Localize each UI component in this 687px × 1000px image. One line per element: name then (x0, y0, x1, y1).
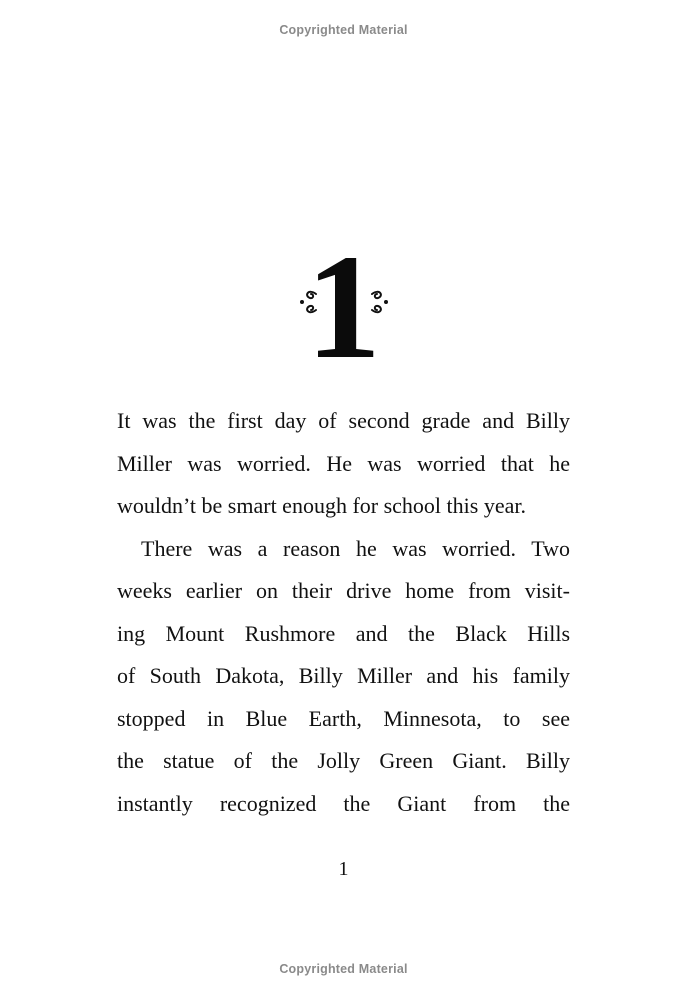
text-line: instantly recognized the Giant from the (117, 790, 570, 816)
text-line: It was the first day of second grade and Billy (117, 408, 570, 433)
chapter-number: 1 (306, 224, 381, 390)
text-line: the statue of the Jolly Green Giant. Billy (117, 748, 570, 773)
text-line: There was a reason he was worried. Two (141, 535, 570, 561)
text-line: weeks earlier on their drive home from visit- (117, 578, 570, 603)
chapter-heading (0, 224, 687, 390)
text-line: ing Mount Rushmore and the Black Hills (117, 620, 570, 646)
text-line: stopped in Blue Earth, Minnesota, to see (117, 705, 570, 731)
text-line: wouldn’t be smart enough for school this year. (117, 493, 526, 518)
text-line: of South Dakota, Billy Miller and his family (117, 663, 570, 688)
copyright-watermark-bottom: Copyrighted Material (279, 962, 408, 976)
text-line: Miller was worried. He was worried that he (117, 450, 570, 476)
chapter-body-text (117, 400, 570, 825)
page-number: 1 (338, 858, 349, 880)
copyright-watermark-top: Copyrighted Material (279, 23, 408, 37)
scroll-flourish-icon (366, 282, 390, 322)
